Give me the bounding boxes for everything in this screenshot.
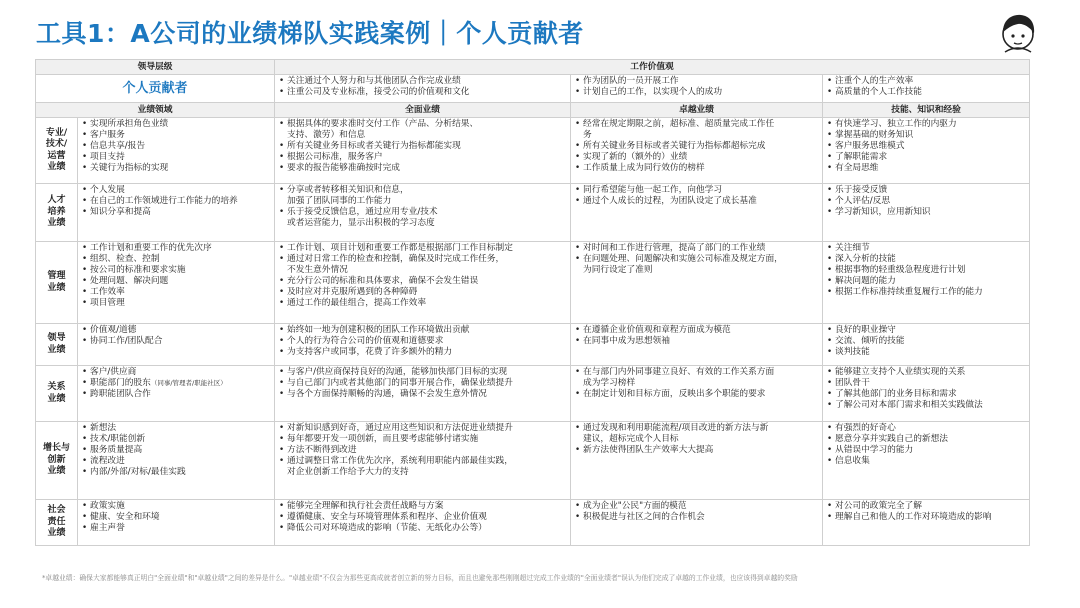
list-item: • 根据公司标准，服务客户 xyxy=(279,152,566,163)
cell-excellent xyxy=(571,184,823,242)
values-header: 工作价值观 xyxy=(275,60,1030,75)
cell-items xyxy=(78,500,275,546)
list-item: • 通过对日常工作的检查和控制，确保及时完成工作任务， 不发生意外情况 xyxy=(279,254,566,276)
list-item: • 信息收集 xyxy=(827,456,1025,467)
list-item: • 对时间和工作进行管理，提高了部门的工作业绩 xyxy=(575,243,818,254)
table-row xyxy=(36,500,1030,546)
column-header-area: 业绩领域 xyxy=(36,103,275,118)
row-area-label: 关系 业绩 xyxy=(36,366,78,422)
list-item: • 乐于接受反馈信息，通过应用专业/技术 或者运营能力，显示出积极的学习态度 xyxy=(279,207,566,229)
cell-full xyxy=(275,184,571,242)
list-item: • 协同工作/团队配合 xyxy=(82,336,270,347)
cell-excellent xyxy=(571,324,823,366)
performance-table xyxy=(35,59,1030,546)
list-item: • 要求的报告能够准确按时完成 xyxy=(279,163,566,174)
list-item: • 客户服务思维模式 xyxy=(827,141,1025,152)
list-item: • 掌握基础的财务知识 xyxy=(827,130,1025,141)
list-item: • 在制定计划和目标方面，反映出多个职能的要求 xyxy=(575,389,818,400)
list-item: • 根据具体的要求准时交付工作（产品、分析结果、 支持、激劳）和信息 xyxy=(279,119,566,141)
list-item: • 工作效率 xyxy=(82,287,270,298)
list-item: • 及时应对并克服所遇到的各种障碍 xyxy=(279,287,566,298)
list-item: • 根据事物的轻重级急程度进行计划 xyxy=(827,265,1025,276)
list-item: • 新想法 xyxy=(82,423,270,434)
list-item: • 每年都要开发一项创新，而且要考虑能够付诸实施 xyxy=(279,434,566,445)
list-item: • 有全局思维 xyxy=(827,163,1025,174)
cell-skills xyxy=(823,324,1030,366)
cell-items xyxy=(78,422,275,500)
cell-items xyxy=(78,366,275,422)
list-item: • 工作计划、项目计划和重要工作都是根据部门工作目标制定 xyxy=(279,243,566,254)
list-item: • 服务质量提高 xyxy=(82,445,270,456)
list-item: • 与自己部门内或者其他部门的同事开展合作，确保业绩提升 xyxy=(279,378,566,389)
row-area-label: 领导 业绩 xyxy=(36,324,78,366)
footnote: *卓越业绩：确保大家都能够真正明白"全面业绩"和"卓越业绩"之间的差异是什么。"卓越业绩"不仅会为那些更高成就者创立新的努力目标，而且也避免那些刚刚超过完成工作业绩的"全面业绩者"误认为他们完成了卓越的工作业绩，也应该得到卓越的奖励 xyxy=(42,574,798,582)
list-item: • 在遵循企业价值观和章程方面成为模范 xyxy=(575,325,818,336)
table-row xyxy=(36,366,1030,422)
cell-excellent xyxy=(571,422,823,500)
list-item: • 通过工作的最佳组合，提高工作效率 xyxy=(279,298,566,309)
cell-items xyxy=(78,242,275,324)
cell-skills xyxy=(823,184,1030,242)
list-item: • 客户服务 xyxy=(82,130,270,141)
list-item: • 团队骨干 xyxy=(827,378,1025,389)
list-item: • 在自己的工作领域进行工作能力的培养 xyxy=(82,196,270,207)
list-item: • 交流、倾听的技能 xyxy=(827,336,1025,347)
list-item: • 始终如一地为创建积极的团队工作环境做出贡献 xyxy=(279,325,566,336)
list-item: • 组织、检查、控制 xyxy=(82,254,270,265)
row-area-label: 社会 责任 业绩 xyxy=(36,500,78,546)
list-item: • 工作质量上成为同行效仿的榜样 xyxy=(575,163,818,174)
list-item: • 政策实施 xyxy=(82,501,270,512)
cell-items xyxy=(78,184,275,242)
cell-skills xyxy=(823,500,1030,546)
list-item: • 实现了新的（额外的）业绩 xyxy=(575,152,818,163)
list-item: • 了解公司对本部门需求和相关实践做法 xyxy=(827,400,1025,411)
row-area-label: 管理 业绩 xyxy=(36,242,78,324)
list-item: • 项目支持 xyxy=(82,152,270,163)
table-row xyxy=(36,324,1030,366)
cell-excellent xyxy=(571,500,823,546)
list-item: • 新方法使得团队生产效率大大提高 xyxy=(575,445,818,456)
table-row xyxy=(36,118,1030,184)
values-item: • 高质量的个人工作技能 xyxy=(827,87,1025,98)
values-item: • 关注通过个人努力和与其他团队合作完成业绩 xyxy=(279,76,566,87)
list-item: • 了解其他部门的业务目标和需求 xyxy=(827,389,1025,400)
list-item: • 对公司的政策完全了解 xyxy=(827,501,1025,512)
cell-full xyxy=(275,422,571,500)
column-header-full: 全面业绩 xyxy=(275,103,571,118)
list-item: • 降低公司对环境造成的影响（节能、无纸化办公等） xyxy=(279,523,566,534)
table-row xyxy=(36,184,1030,242)
list-item: • 技术/职能创新 xyxy=(82,434,270,445)
list-item: • 健康、安全和环境 xyxy=(82,512,270,523)
list-item: • 为支持客户或同事，花费了许多额外的精力 xyxy=(279,347,566,358)
list-item: • 所有关键业务目标或者关键行为指标都能实现 xyxy=(279,141,566,152)
list-item: • 有强烈的好奇心 xyxy=(827,423,1025,434)
list-item: • 在与部门内外同事建立良好、有效的工作关系方面 成为学习榜样 xyxy=(575,367,818,389)
list-item: • 谈判技能 xyxy=(827,347,1025,358)
list-item: • 价值观/道德 xyxy=(82,325,270,336)
avatar-icon xyxy=(994,8,1042,56)
cell-full xyxy=(275,118,571,184)
values-item: • 注重个人的生产效率 xyxy=(827,76,1025,87)
cell-full xyxy=(275,500,571,546)
list-item: • 个人评估/反思 xyxy=(827,196,1025,207)
list-item: • 学习新知识，应用新知识 xyxy=(827,207,1025,218)
list-item: • 关注细节 xyxy=(827,243,1025,254)
column-header-excellent: 卓越业绩 xyxy=(571,103,823,118)
values-cell xyxy=(823,75,1030,103)
cell-full xyxy=(275,366,571,422)
list-item: • 个人的行为符合公司的价值观和道德要求 xyxy=(279,336,566,347)
list-item: • 客户/供应商 xyxy=(82,367,270,378)
list-item: • 理解自己和他人的工作对环境造成的影响 xyxy=(827,512,1025,523)
list-item: • 实现所承担角色业绩 xyxy=(82,119,270,130)
page-title: 工具1：A公司的业绩梯队实践案例｜个人贡献者 xyxy=(36,19,584,48)
list-item: • 与客户/供应商保持良好的沟通，能够加快部门目标的实现 xyxy=(279,367,566,378)
list-item: • 信息共享/报告 xyxy=(82,141,270,152)
list-item: • 通过发现和利用职能流程/项目改进的新方法与新 建议，超标完成个人目标 xyxy=(575,423,818,445)
list-item: • 分享或者转移相关知识和信息， 加强了团队同事的工作能力 xyxy=(279,185,566,207)
list-item: • 积极促进与社区之间的合作机会 xyxy=(575,512,818,523)
cell-full xyxy=(275,324,571,366)
list-item: • 按公司的标准和要求实施 xyxy=(82,265,270,276)
cell-skills xyxy=(823,422,1030,500)
cell-excellent xyxy=(571,118,823,184)
list-item: • 解决问题的能力 xyxy=(827,276,1025,287)
list-item: • 充分行公司的标准和具体要求，确保不会发生错误 xyxy=(279,276,566,287)
list-item: • 良好的职业操守 xyxy=(827,325,1025,336)
cell-full xyxy=(275,242,571,324)
list-item: • 个人发展 xyxy=(82,185,270,196)
table-row xyxy=(36,242,1030,324)
note-text: （同事/管理者/职能社区） xyxy=(150,379,227,387)
table-body xyxy=(36,118,1030,546)
list-item: • 了解职能需求 xyxy=(827,152,1025,163)
list-item: • 对新知识感到好奇，通过应用这些知识和方法促进业绩提升 xyxy=(279,423,566,434)
level-header: 领导层级 xyxy=(36,60,275,75)
list-item: • 有快速学习、独立工作的内驱力 xyxy=(827,119,1025,130)
list-item: • 内部/外部/对标/最佳实践 xyxy=(82,467,270,478)
list-item: • 雇主声誉 xyxy=(82,523,270,534)
cell-skills xyxy=(823,242,1030,324)
cell-items xyxy=(78,118,275,184)
list-item: • 经常在规定期限之前，超标准、超质量完成工作任 务 xyxy=(575,119,818,141)
list-item: • 跨职能团队合作 xyxy=(82,389,270,400)
values-item: • 作为团队的一员开展工作 xyxy=(575,76,818,87)
list-item: • 愿意分享并实践自己的新想法 xyxy=(827,434,1025,445)
list-item: • 职能部门的股东（同事/管理者/职能社区） xyxy=(82,378,270,389)
list-item: • 流程改进 xyxy=(82,456,270,467)
values-cell xyxy=(275,75,571,103)
list-item: • 在同事中成为思想领袖 xyxy=(575,336,818,347)
cell-items xyxy=(78,324,275,366)
list-item: • 成为企业"公民"方面的模范 xyxy=(575,501,818,512)
table-row xyxy=(36,422,1030,500)
values-cell xyxy=(571,75,823,103)
cell-skills xyxy=(823,118,1030,184)
list-item: • 知识分享和提高 xyxy=(82,207,270,218)
role-name: 个人贡献者 xyxy=(36,75,275,103)
list-item: • 项目管理 xyxy=(82,298,270,309)
list-item: • 能够建立支持个人业绩实现的关系 xyxy=(827,367,1025,378)
list-item: • 关键行为指标的实现 xyxy=(82,163,270,174)
list-item: • 乐于接受反馈 xyxy=(827,185,1025,196)
list-item: • 深入分析的技能 xyxy=(827,254,1025,265)
column-header-skills: 技能、知识和经验 xyxy=(823,103,1030,118)
list-item: • 工作计划和重要工作的优先次序 xyxy=(82,243,270,254)
cell-skills xyxy=(823,366,1030,422)
row-area-label: 专业/ 技术/ 运营 业绩 xyxy=(36,118,78,184)
values-item: • 注重公司及专业标准，接受公司的价值观和文化 xyxy=(279,87,566,98)
values-item: • 计划自己的工作，以实现个人的成功 xyxy=(575,87,818,98)
list-item: • 方法不断得到改进 xyxy=(279,445,566,456)
row-area-label: 人才 培养 业绩 xyxy=(36,184,78,242)
list-item: • 通过个人成长的过程，为团队设定了成长基准 xyxy=(575,196,818,207)
cell-excellent xyxy=(571,242,823,324)
list-item: • 处理问题、解决问题 xyxy=(82,276,270,287)
list-item: • 在问题处理、问题解决和实施公司标准及规定方面， 为同行设定了准则 xyxy=(575,254,818,276)
list-item: • 遵循健康、安全与环境管理体系和程序、企业价值观 xyxy=(279,512,566,523)
list-item: • 同行希望能与他一起工作，向他学习 xyxy=(575,185,818,196)
cell-excellent xyxy=(571,366,823,422)
list-item: • 能够完全理解和执行社会责任战略与方案 xyxy=(279,501,566,512)
list-item: • 根据工作标准持续重复履行工作的能力 xyxy=(827,287,1025,298)
list-item: • 所有关键业务目标或者关键行为指标都超标完成 xyxy=(575,141,818,152)
list-item: • 从错误中学习的能力 xyxy=(827,445,1025,456)
list-item: • 通过调整日常工作优先次序，系统利用职能内部最佳实践， 对企业创新工作给予大力的支持 xyxy=(279,456,566,478)
list-item: • 与各个方面保持顺畅的沟通，确保不会发生意外情况 xyxy=(279,389,566,400)
row-area-label: 增长与 创新 业绩 xyxy=(36,422,78,500)
